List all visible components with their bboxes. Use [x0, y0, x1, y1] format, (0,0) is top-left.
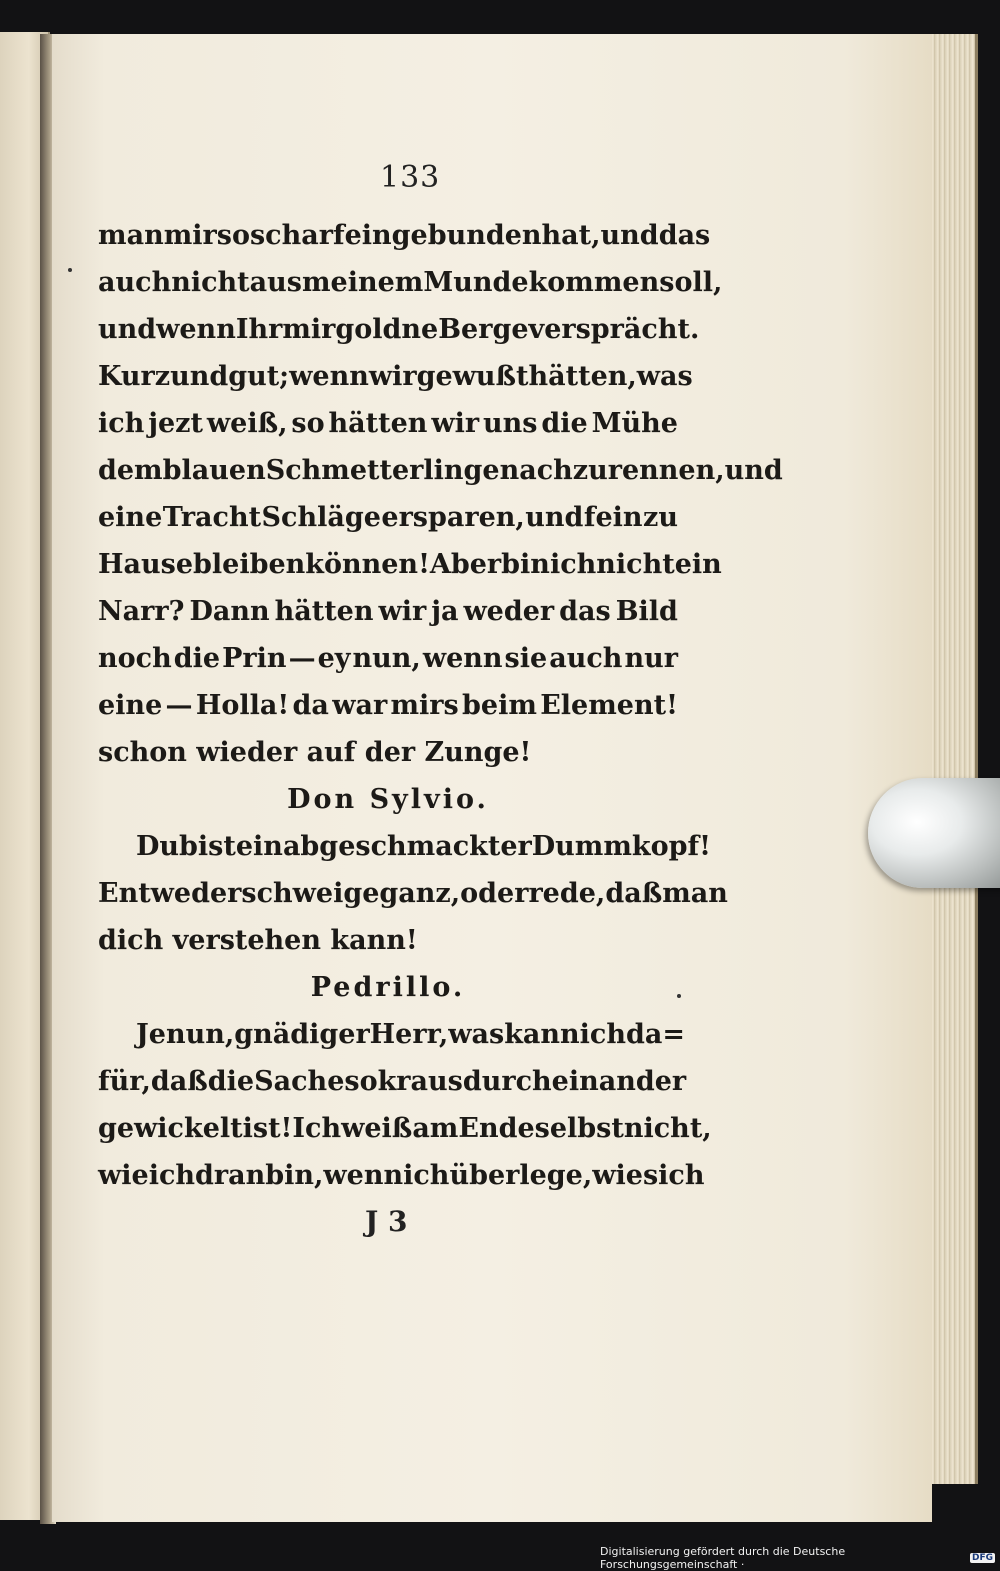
text-line — [98, 212, 711, 259]
signature-mark: J 3 — [365, 1205, 408, 1238]
speaker-name: Don Sylvio. — [287, 784, 489, 815]
word: noch — [98, 643, 172, 674]
word: jezt — [148, 408, 203, 439]
word: rede, — [528, 878, 606, 909]
word: können! — [305, 549, 430, 580]
word: wir — [378, 596, 427, 627]
word: hätten, — [528, 361, 637, 392]
word: abgeschmackter — [282, 831, 532, 862]
word: weder — [463, 596, 555, 627]
text-line — [98, 447, 783, 494]
word: nur — [624, 643, 678, 674]
word: einander — [551, 1066, 687, 1097]
page-number: 133 — [380, 160, 441, 195]
word: wir — [368, 361, 417, 392]
word: Holla! — [195, 690, 290, 721]
word: Element! — [540, 690, 678, 721]
word: Tracht — [162, 502, 262, 533]
text-line — [98, 259, 723, 306]
word: scharf — [249, 220, 345, 251]
word: überlege, — [449, 1160, 593, 1191]
word: Munde — [423, 267, 529, 298]
word: hätten — [274, 596, 374, 627]
word: kann — [504, 1019, 580, 1050]
word: schweige — [241, 878, 380, 909]
word: war — [332, 690, 388, 721]
word: eine — [98, 502, 163, 533]
word: nicht — [596, 549, 675, 580]
word: ein — [235, 831, 283, 862]
speck — [677, 994, 681, 998]
word: ja — [431, 596, 459, 627]
word: wie — [592, 1160, 643, 1191]
word: Ende — [458, 1113, 535, 1144]
word: und — [724, 455, 783, 486]
word: ey — [317, 643, 351, 674]
word: Bild — [615, 596, 678, 627]
word: was — [636, 361, 693, 392]
word: aus — [249, 267, 302, 298]
word: — — [288, 643, 316, 674]
word: soll, — [659, 267, 723, 298]
word: Dann — [189, 596, 270, 627]
word: gnädiger — [234, 1019, 370, 1050]
word: blauen — [162, 455, 266, 486]
word: eine — [98, 690, 163, 721]
word: weiß — [341, 1113, 413, 1144]
word: und — [170, 361, 229, 392]
word: daß — [150, 1066, 208, 1097]
word: versprächt. — [528, 314, 700, 345]
word: beim — [462, 690, 537, 721]
word: ich — [579, 1019, 626, 1050]
word: durch — [462, 1066, 552, 1097]
word: ich — [148, 1160, 196, 1191]
word: die — [173, 643, 221, 674]
text-line — [98, 306, 700, 353]
text-line — [98, 541, 722, 588]
word: und — [98, 314, 157, 345]
word: bin, — [265, 1160, 324, 1191]
speck — [68, 268, 72, 272]
word: uns — [482, 408, 538, 439]
word: ein — [674, 549, 722, 580]
word: auch — [98, 267, 172, 298]
word: für, — [98, 1066, 151, 1097]
word: sich — [642, 1160, 705, 1191]
word: Schmetterlinge — [265, 455, 500, 486]
word: Kurz — [98, 361, 171, 392]
word: mir — [282, 314, 336, 345]
footer — [600, 1545, 995, 1571]
word: Berge — [438, 314, 529, 345]
word: selbst — [534, 1113, 624, 1144]
word: ersparen, — [381, 502, 525, 533]
word: Prin — [222, 643, 287, 674]
word: bleiben — [193, 549, 306, 580]
word: und — [525, 502, 584, 533]
text-line — [98, 823, 711, 870]
word: Ich — [292, 1113, 342, 1144]
word: oder — [460, 878, 529, 909]
text-line — [98, 1152, 705, 1199]
word: wir — [431, 408, 480, 439]
word: und — [600, 220, 659, 251]
word: fein — [583, 502, 643, 533]
word: mir — [163, 220, 217, 251]
word: bin — [501, 549, 550, 580]
text-line — [98, 729, 678, 776]
text-line — [98, 870, 728, 917]
page-clip — [868, 778, 1000, 888]
word: dem — [98, 455, 163, 486]
text-line-content: dich verstehen kann! — [98, 925, 418, 956]
word: die — [541, 408, 588, 439]
word: kommen — [528, 267, 660, 298]
text-line — [98, 682, 678, 729]
word: Hause — [98, 549, 194, 580]
word: was — [448, 1019, 505, 1050]
text-line — [98, 1011, 685, 1058]
text-line — [98, 1105, 712, 1152]
word: nun, — [352, 643, 421, 674]
word: nicht, — [623, 1113, 712, 1144]
word: Je — [136, 1019, 166, 1050]
word: Schläge — [261, 502, 381, 533]
word: Sache — [254, 1066, 345, 1097]
speaker-name: Pedrillo. — [310, 972, 466, 1003]
word: weiß, — [206, 408, 288, 439]
word: ich — [403, 1160, 450, 1191]
word: hat, — [541, 220, 601, 251]
word: nicht — [171, 267, 250, 298]
word: so — [344, 1066, 378, 1097]
word: wenn — [156, 314, 236, 345]
text-line-content: schon wieder auf der Zunge! — [98, 737, 532, 768]
word: da — [292, 690, 329, 721]
word: zu — [643, 502, 678, 533]
text-line — [98, 353, 693, 400]
text-line — [98, 494, 678, 541]
word: die — [207, 1066, 255, 1097]
word: nachzurennen, — [499, 455, 725, 486]
word: Du — [136, 831, 180, 862]
word: am — [412, 1113, 459, 1144]
word: Mühe — [591, 408, 678, 439]
word: Aber — [429, 549, 502, 580]
word: Entweder — [98, 878, 242, 909]
word: bist — [179, 831, 236, 862]
word: ist! — [242, 1113, 293, 1144]
word: man — [98, 220, 164, 251]
word: wie — [98, 1160, 149, 1191]
text-line — [98, 635, 678, 682]
word: hätten — [328, 408, 428, 439]
word: gewußt — [416, 361, 529, 392]
word: so — [291, 408, 325, 439]
word: wenn — [422, 643, 503, 674]
word: Dummkopf! — [531, 831, 711, 862]
word: ich — [98, 408, 145, 439]
word: gewickelt — [98, 1113, 243, 1144]
page-text — [98, 212, 783, 1199]
word: gut; — [228, 361, 290, 392]
text-line — [98, 588, 678, 635]
word: meinem — [301, 267, 424, 298]
word: das — [658, 220, 711, 251]
text-line — [98, 1058, 687, 1105]
word: wenn — [289, 361, 369, 392]
word: — — [165, 690, 193, 721]
word: mirs — [390, 690, 459, 721]
footer-text: Digitalisierung gefördert durch die Deutsche Forschungsgemeinschaft · — [600, 1545, 846, 1571]
text-line — [98, 917, 678, 964]
word: ich — [549, 549, 597, 580]
word: man — [662, 878, 728, 909]
word: Narr? — [98, 596, 185, 627]
word: kraus — [377, 1066, 463, 1097]
word: wenn — [323, 1160, 404, 1191]
word: nun, — [165, 1019, 235, 1050]
word: eingebunden — [344, 220, 542, 251]
word: goldne — [335, 314, 439, 345]
text-line — [98, 400, 678, 447]
word: das — [559, 596, 611, 627]
word: da= — [626, 1019, 685, 1050]
dfg-logo: DFG — [971, 1553, 993, 1563]
word: so — [216, 220, 250, 251]
word: Herr, — [369, 1019, 449, 1050]
word: Ihr — [235, 314, 283, 345]
word: auch — [549, 643, 623, 674]
word: sie — [504, 643, 548, 674]
word: daß — [605, 878, 663, 909]
word: ganz, — [379, 878, 461, 909]
word: dran — [195, 1160, 266, 1191]
